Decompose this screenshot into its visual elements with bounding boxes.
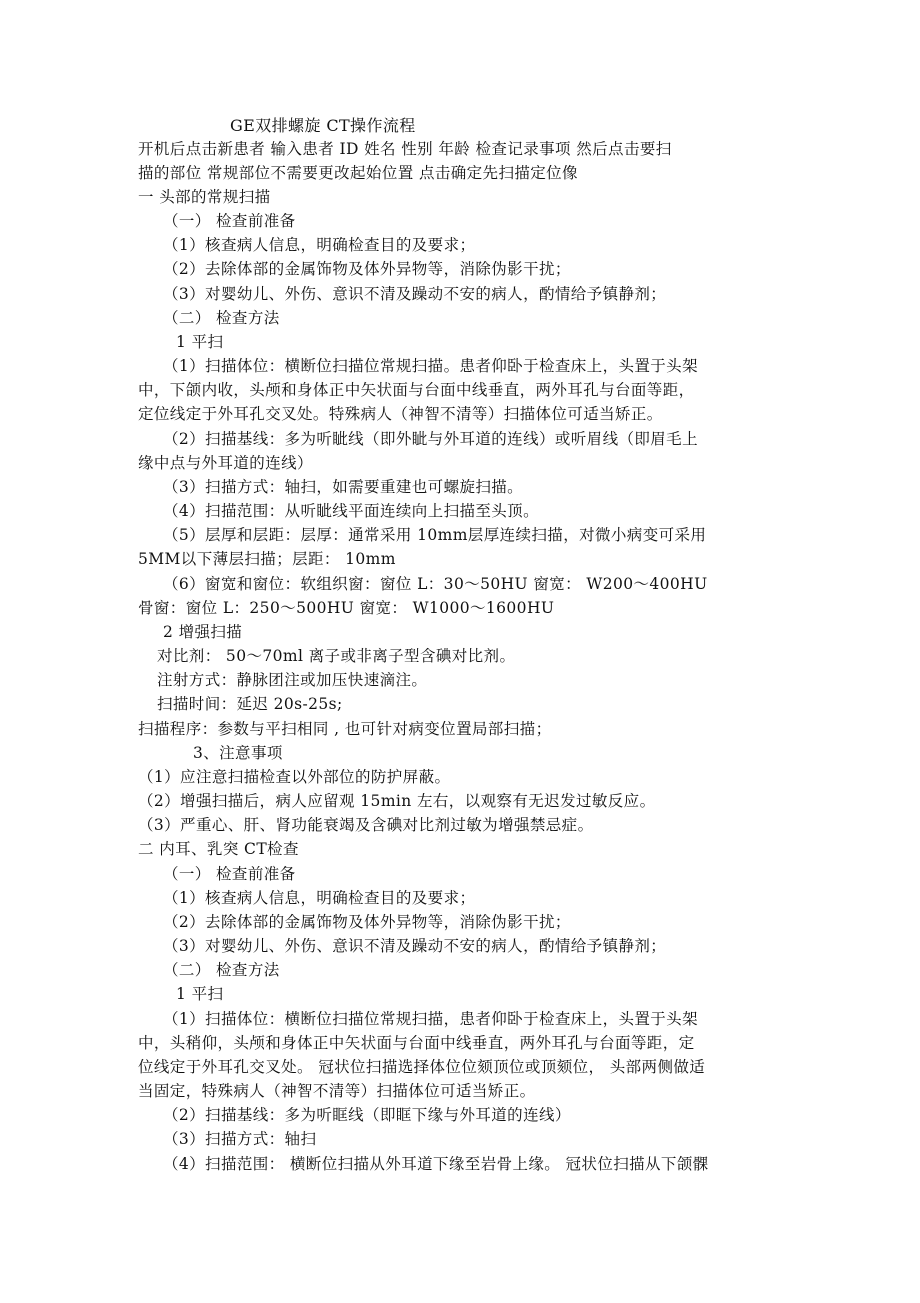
text-line: （3）扫描方式：轴扫 — [163, 1130, 317, 1148]
subsection-heading: （二） 检查方法 — [163, 309, 280, 327]
text-line: （1）扫描体位：横断位扫描位常规扫描。患者仰卧于检查床上，头置于头架 — [163, 357, 698, 375]
text-line: （4）扫描范围：从听眦线平面连续向上扫描至头顶。 — [163, 502, 539, 520]
text-line: （5）层厚和层距：层厚：通常采用 10mm层厚连续扫描，对微小病变可采用 — [163, 526, 707, 544]
text-line: 当固定，特殊病人（神智不清等）扫描体位可适当矫正。 — [138, 1082, 536, 1100]
section-heading: 一 头部的常规扫描 — [138, 188, 271, 206]
text-line: （3）严重心、肝、肾功能衰竭及含碘对比剂过敏为增强禁忌症。 — [138, 816, 594, 834]
text-line: （3）对婴幼儿、外伤、意识不清及躁动不安的病人，酌情给予镇静剂； — [163, 285, 667, 303]
text-line: （1）应注意扫描检查以外部位的防护屏蔽。 — [138, 768, 451, 786]
item-heading: 1 平扫 — [176, 333, 224, 351]
text-line: 开机后点击新患者 输入患者 ID 姓名 性别 年龄 检查记录事项 然后点击要扫 — [138, 140, 672, 158]
text-line: （1）核查病人信息，明确检查目的及要求； — [163, 889, 476, 907]
text-line: （2）增强扫描后，病人应留观 15min 左右，以观察有无迟发过敏反应。 — [138, 792, 656, 810]
text-line: （3）对婴幼儿、外伤、意识不清及躁动不安的病人，酌情给予镇静剂； — [163, 937, 667, 955]
document-title: GE双排螺旋 CT操作流程 — [230, 116, 416, 135]
subsection-heading: （一） 检查前准备 — [163, 865, 296, 883]
text-line: （4）扫描范围： 横断位扫描从外耳道下缘至岩骨上缘。 冠状位扫描从下颌髁 — [163, 1155, 709, 1173]
text-line: （2）去除体部的金属饰物及体外异物等，消除伪影干扰； — [163, 913, 571, 931]
item-heading: 2 增强扫描 — [163, 623, 243, 641]
text-line: 中，下颌内收，头颅和身体正中矢状面与台面中线垂直，两外耳孔与台面等距， — [138, 381, 695, 399]
text-line: （6）窗宽和窗位：软组织窗：窗位 L：30～50HU 窗宽： W200～400HU — [163, 575, 708, 593]
text-line: 对比剂： 50～70ml 离子或非离子型含碘对比剂。 — [157, 647, 516, 665]
text-line: 描的部位 常规部位不需要更改起始位置 点击确定先扫描定位像 — [138, 164, 578, 182]
text-line: 定位线定于外耳孔交叉处。特殊病人（神智不清等）扫描体位可适当矫正。 — [138, 405, 663, 423]
text-line: 骨窗：窗位 L：250～500HU 窗宽： W1000～1600HU — [138, 599, 555, 617]
text-line: （3）扫描方式：轴扫，如需要重建也可螺旋扫描。 — [163, 478, 524, 496]
text-line: （2）扫描基线：多为听眦线（即外眦与外耳道的连线）或听眉线（即眉毛上 — [163, 430, 698, 448]
subsection-heading: （二） 检查方法 — [163, 961, 280, 979]
item-heading: 1 平扫 — [176, 985, 224, 1003]
section-heading: 二 内耳、乳突 CT检查 — [138, 840, 299, 858]
item-heading: 3、注意事项 — [193, 744, 283, 762]
text-line: 注射方式：静脉团注或加压快速滴注。 — [157, 671, 428, 689]
text-line: 5MM以下薄层扫描；层距： 10mm — [138, 550, 396, 568]
text-line: （1）扫描体位：横断位扫描位常规扫描，患者仰卧于检查床上，头置于头架 — [163, 1010, 698, 1028]
text-line: 位线定于外耳孔交叉处。 冠状位扫描选择体位位颏顶位或顶颏位， 头部两侧做适 — [138, 1058, 706, 1076]
subsection-heading: （一） 检查前准备 — [163, 212, 296, 230]
text-line: 中，头稍仰，头颅和身体正中矢状面与台面中线垂直，两外耳孔与台面等距，定 — [138, 1034, 695, 1052]
text-line: 扫描时间：延迟 20s-25s; — [157, 695, 343, 713]
text-line: （1）核查病人信息，明确检查目的及要求； — [163, 236, 476, 254]
text-line: 扫描程序：参数与平扫相同 , 也可针对病变位置局部扫描； — [138, 720, 552, 738]
text-line: （2）扫描基线：多为听眶线（即眶下缘与外耳道的连线） — [163, 1106, 571, 1124]
text-line: （2）去除体部的金属饰物及体外异物等，消除伪影干扰； — [163, 260, 571, 278]
text-line: 缘中点与外耳道的连线） — [138, 454, 313, 472]
